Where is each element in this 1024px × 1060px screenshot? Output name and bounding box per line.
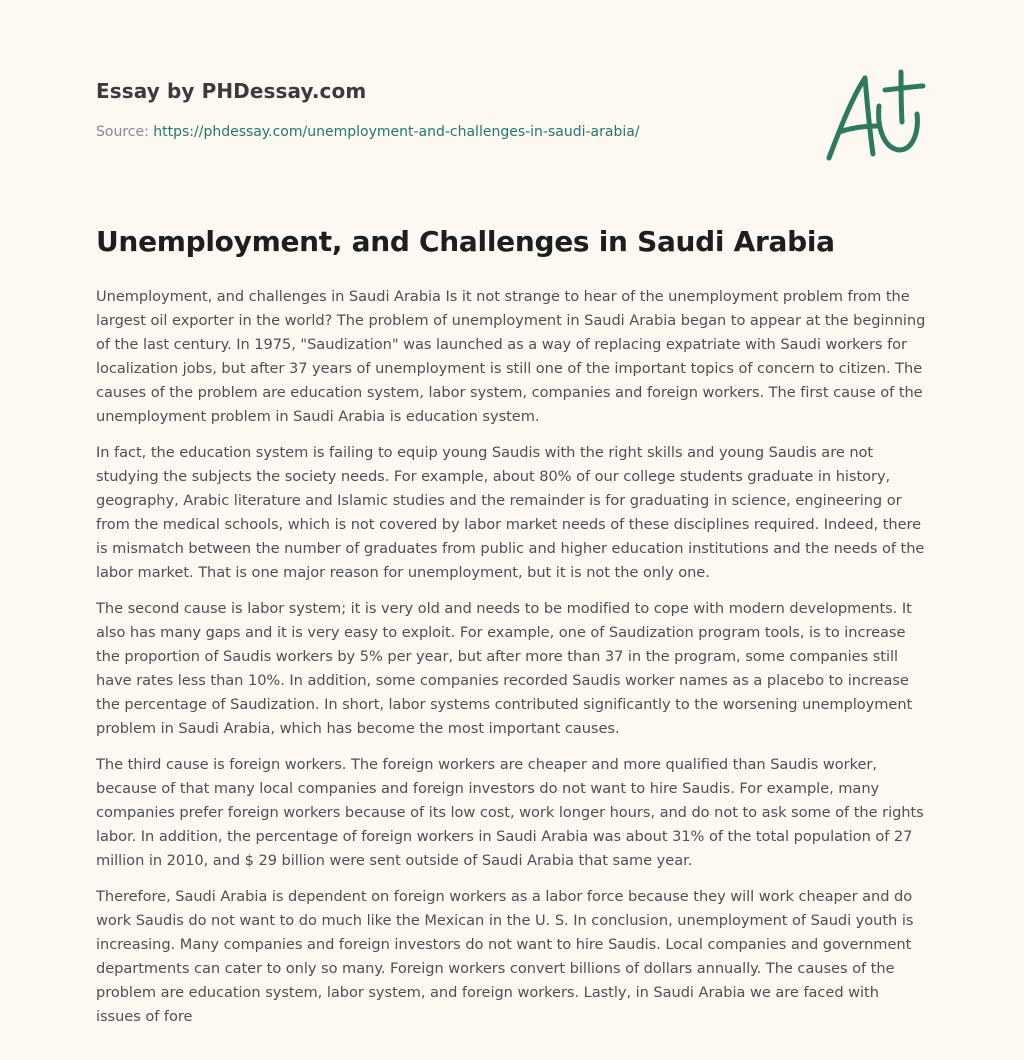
essay-title: Unemployment, and Challenges in Saudi Arabia	[96, 225, 835, 258]
essay-body	[96, 285, 928, 1041]
essay-paragraph: In fact, the education system is failing to equip young Saudis with the right skills and young Saudis are not studying the subjects the society needs. For example, about 80% of our college students graduate in history, geography, Arabic literature and Islamic studies and the remainder is for graduating in science, engineering or from the medical schools, which is not covered by labor market needs of these disciplines required. Indeed, there is mismatch between the number of graduates from public and higher education institutions and the needs of the labor market. That is one major reason for unemployment, but it is not the only one.	[96, 444, 925, 581]
essay-paragraph: The second cause is labor system; it is very old and needs to be modified to cope with modern developments. It also has many gaps and it is very easy to exploit. For example, one of Saudization program tools, is to increase the proportion of Saudis workers by 5% per year, but after more than 37 in the program, some companies still have rates less than 10%. In addition, some companies recorded Saudis worker names as a placebo to increase the percentage of Saudization. In short, labor systems contributed significantly to the worsening unemployment problem in Saudi Arabia, which has become the most important causes.	[96, 600, 913, 737]
essay-paragraph: Therefore, Saudi Arabia is dependent on foreign workers as a labor force because they will work cheaper and do work Saudis do not want to do much like the Mexican in the U. S. In conclusion, unemployment of Saudi youth is increasing. Many companies and foreign investors do not want to hire Saudis. Local companies and government departments can cater to only so many. Foreign workers convert billions of dollars annually. The causes of the problem are education system, labor system, and foreign workers. Lastly, in Saudi Arabia we are faced with issues of fore	[96, 888, 914, 1025]
essay-paragraph: Unemployment, and challenges in Saudi Arabia Is it not strange to hear of the unemployment problem from the largest oil exporter in the world? The problem of unemployment in Saudi Arabia began to appear at the beginning of the last century. In 1975, "Saudization" was launched as a way of replacing expatriate with Saudi workers for localization jobs, but after 37 years of unemployment is still one of the important topics of concern to citizen. The causes of the problem are education system, labor system, companies and foreign workers. The first cause of the unemployment problem in Saudi Arabia is education system.	[96, 288, 926, 425]
source-link[interactable]: https://phdessay.com/unemployment-and-challenges-in-saudi-arabia/	[153, 124, 640, 140]
site-brand: Essay by PHDessay.com	[96, 79, 367, 103]
essay-paragraph: The third cause is foreign workers. The foreign workers are cheaper and more qualified than Saudis worker, because of that many local companies and foreign investors do not want to hire Saudis. For example, many companies prefer foreign workers because of its low cost, work longer hours, and do not to ask some of the rights labor. In addition, the percentage of foreign workers in Saudi Arabia was about 31% of the total population of 27 million in 2010, and $ 29 billion were sent outside of Saudi Arabia that same year.	[96, 756, 924, 869]
source-label: Source:	[96, 124, 154, 140]
a-plus-grade-icon	[821, 66, 931, 166]
source-line	[96, 124, 640, 140]
